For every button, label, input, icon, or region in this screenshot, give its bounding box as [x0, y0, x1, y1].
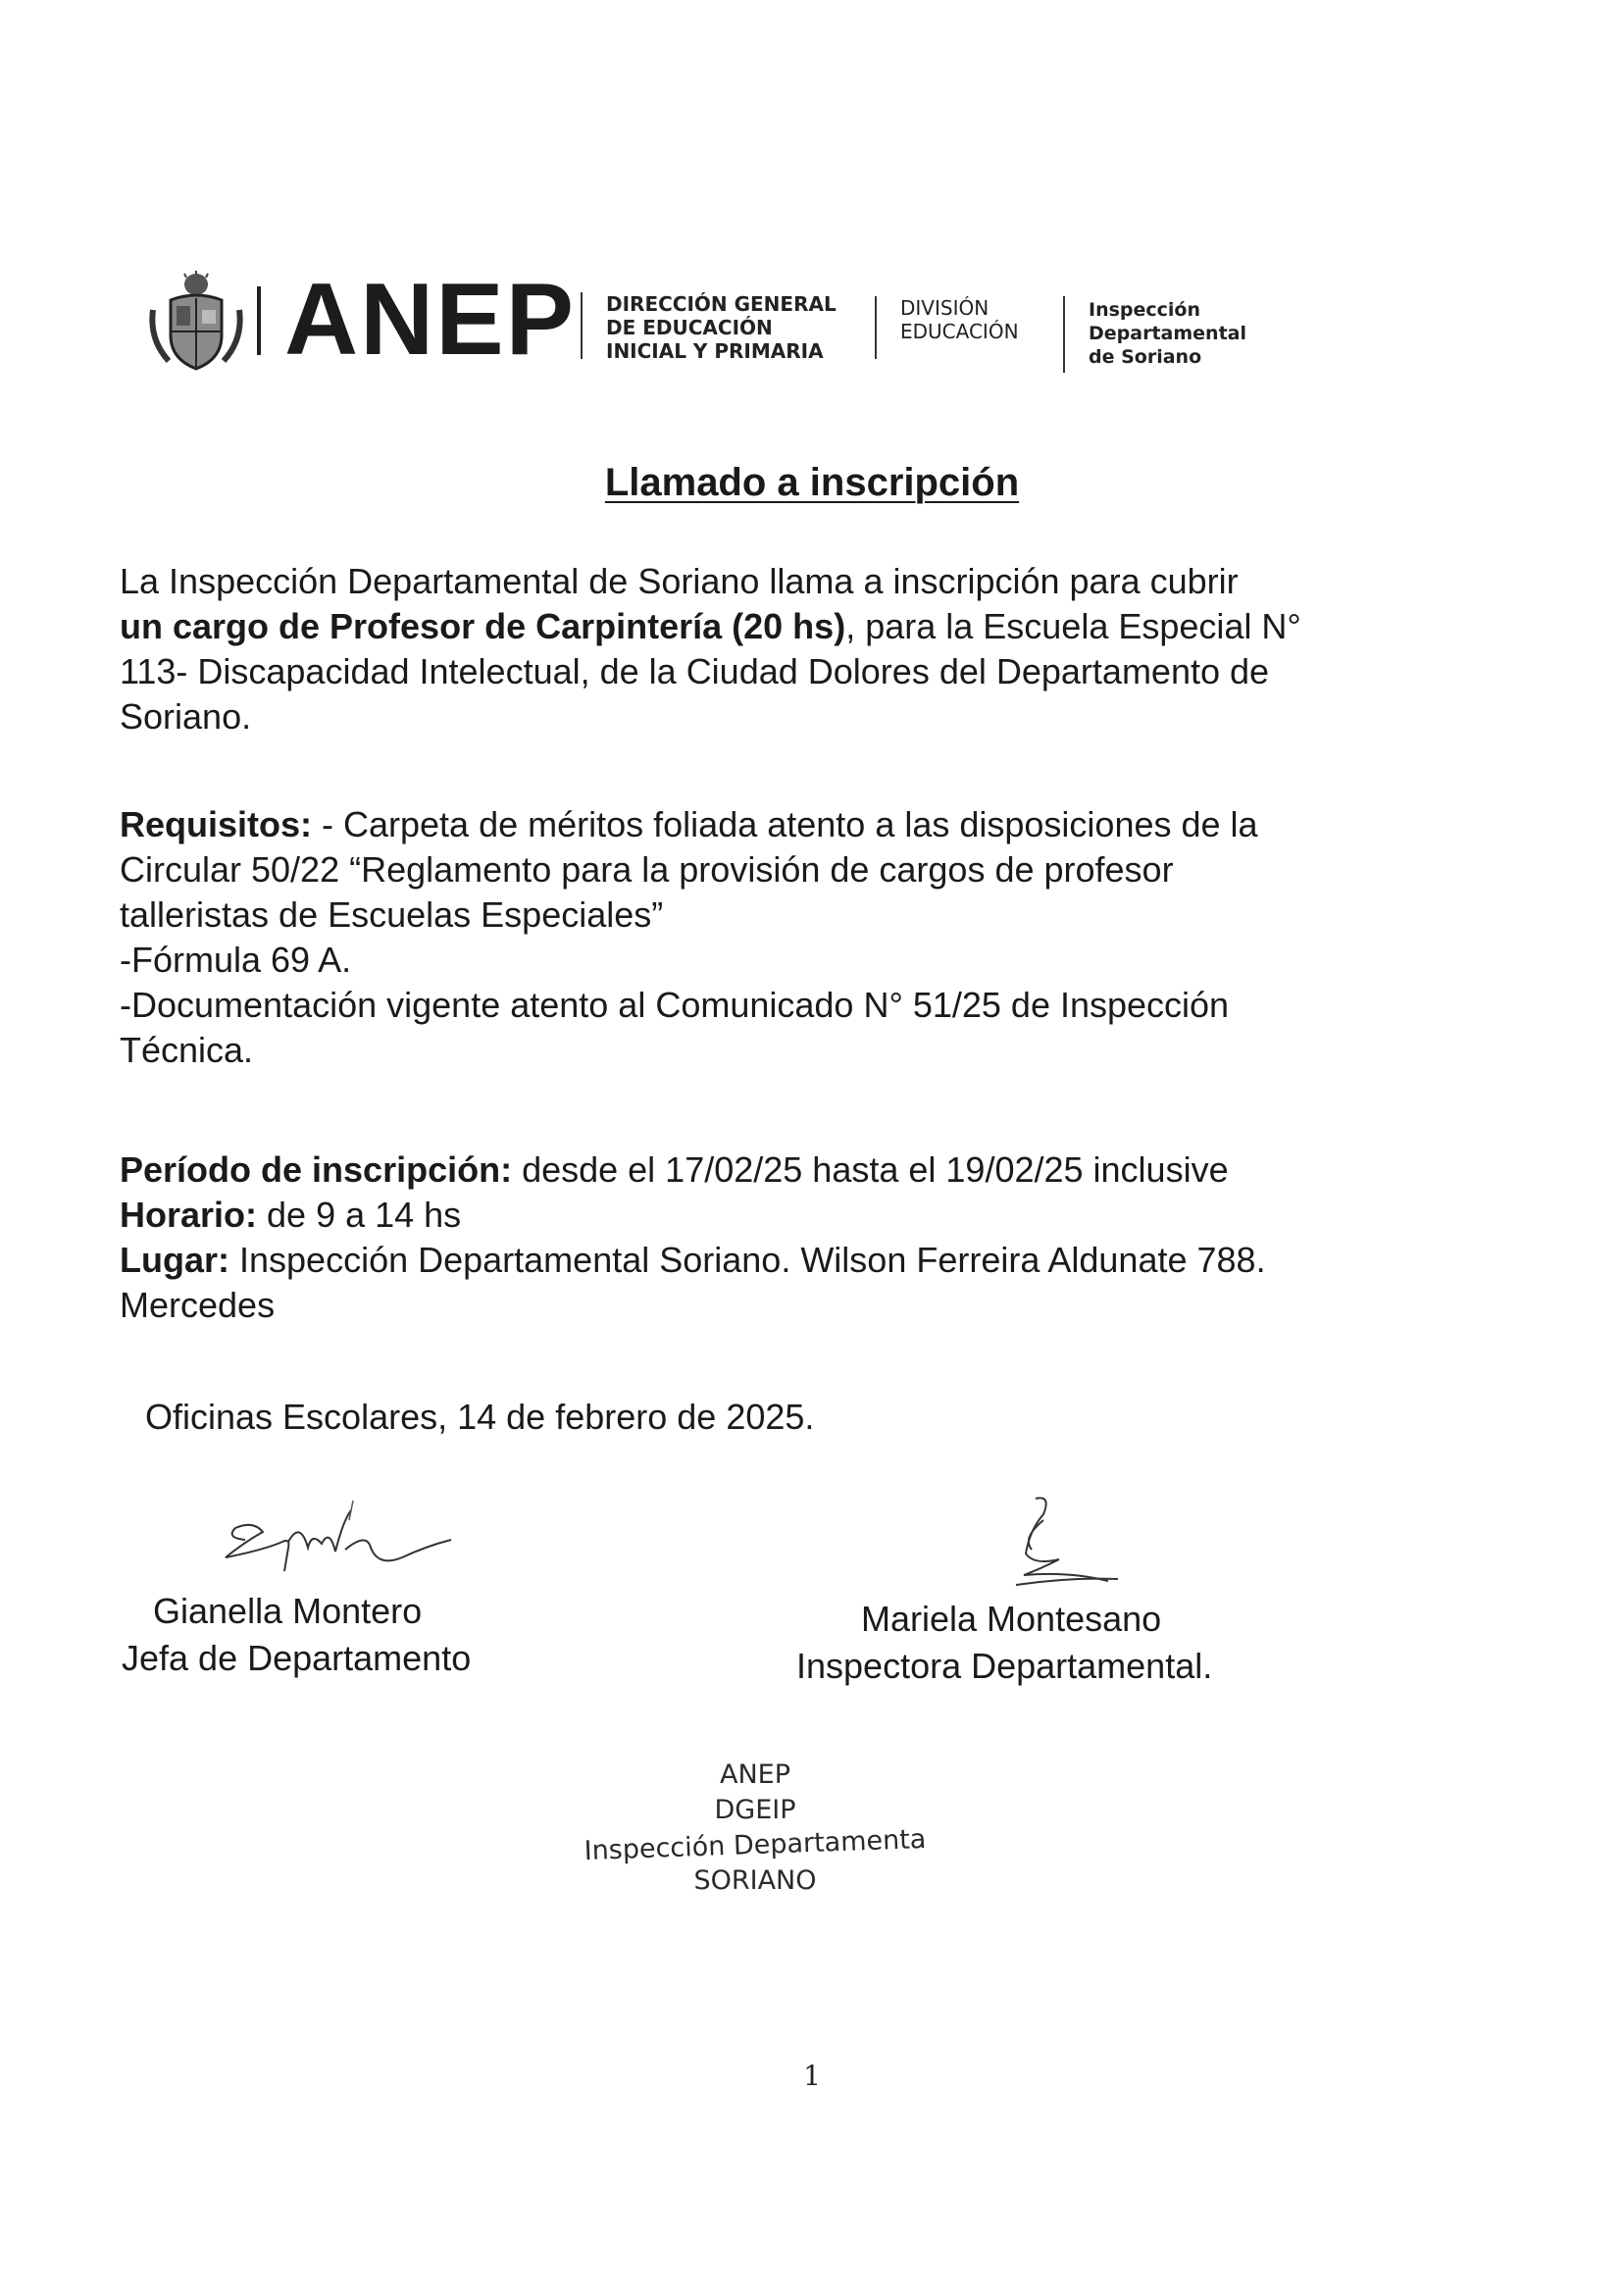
requisitos-line-rest: - Carpeta de méritos foliada atento a las disposiciones de la — [312, 804, 1258, 844]
requisitos-label: Requisitos: — [120, 804, 313, 844]
lugar-line — [120, 1238, 1424, 1283]
signature-montero — [206, 1481, 481, 1599]
requisitos-line: talleristas de Escuelas Especiales” — [120, 894, 664, 935]
header-block-inspeccion — [1089, 298, 1246, 369]
stamp-line: SORIANO — [693, 1865, 817, 1896]
lugar-value: Inspección Departamental Soriano. Wilson Ferreira Aldunate 788. — [229, 1240, 1266, 1280]
letterhead — [137, 263, 1275, 390]
requisitos-section — [120, 802, 1424, 1073]
signatory-role: Inspectora Departamental. — [796, 1646, 1213, 1686]
signatory-role: Jefa de Departamento — [122, 1638, 472, 1678]
stamp-line: DGEIP — [714, 1795, 796, 1825]
header-block-division — [900, 296, 1019, 343]
requisitos-line: -Fórmula 69 A. — [120, 940, 352, 980]
coat-of-arms-icon — [149, 271, 243, 373]
intro-paragraph — [120, 559, 1424, 739]
periodo-value: desde el 17/02/25 hasta el 19/02/25 inclusive — [512, 1149, 1229, 1190]
date-line: Oficinas Escolares, 14 de febrero de 2025. — [145, 1397, 815, 1437]
intro-line: Soriano. — [120, 696, 252, 737]
header-block-direccion — [606, 292, 837, 363]
logo-divider — [257, 286, 261, 355]
lugar-line: Mercedes — [120, 1285, 276, 1325]
horario-line — [120, 1193, 1424, 1238]
horario-value: de 9 a 14 hs — [257, 1195, 462, 1235]
institutional-stamp — [549, 1758, 961, 1899]
requisitos-line: -Documentación vigente atento al Comunicado N° 51/25 de Inspección — [120, 985, 1230, 1025]
header-block3-line: de Soriano — [1089, 346, 1202, 368]
header-separator — [875, 296, 877, 359]
stamp-line: ANEP — [719, 1759, 790, 1790]
header-block1-line: DIRECCIÓN GENERAL — [606, 292, 837, 316]
header-separator — [1063, 296, 1065, 373]
stamp-line: Inspección Departamenta — [584, 1823, 927, 1867]
requisitos-line — [120, 802, 1424, 847]
page-number: 1 — [803, 2060, 821, 2092]
intro-line — [120, 604, 1424, 649]
header-block2-line: DIVISIÓN — [900, 296, 990, 320]
periodo-line — [120, 1147, 1424, 1193]
signatory-name: Mariela Montesano — [861, 1599, 1162, 1639]
header-block2-line: EDUCACIÓN — [900, 320, 1019, 343]
header-block1-line: INICIAL Y PRIMARIA — [606, 339, 824, 363]
horario-label: Horario: — [120, 1195, 258, 1235]
details-section — [120, 1147, 1424, 1328]
signatory-name: Gianella Montero — [153, 1591, 423, 1631]
header-separator — [581, 292, 583, 359]
intro-line: La Inspección Departamental de Soriano llama a inscripción para cubrir — [120, 561, 1239, 601]
header-block3-line: Inspección — [1089, 299, 1201, 321]
document-title: Llamado a inscripción — [604, 461, 1020, 504]
intro-line: 113- Discapacidad Intelectual, de la Ciudad Dolores del Departamento de — [120, 651, 1270, 691]
header-block3-line: Departamental — [1089, 323, 1246, 344]
position-highlight: un cargo de Profesor de Carpintería (20 hs) — [120, 606, 846, 646]
periodo-label: Período de inscripción: — [120, 1149, 513, 1190]
signature-montesano — [961, 1491, 1157, 1608]
lugar-label: Lugar: — [120, 1240, 229, 1280]
anep-logo-text: ANEP — [284, 263, 576, 377]
requisitos-line: Circular 50/22 “Reglamento para la provisión de cargos de profesor — [120, 849, 1174, 890]
header-block1-line: DE EDUCACIÓN — [606, 316, 773, 339]
requisitos-line: Técnica. — [120, 1030, 254, 1070]
intro-line-rest: , para la Escuela Especial N° — [845, 606, 1301, 646]
